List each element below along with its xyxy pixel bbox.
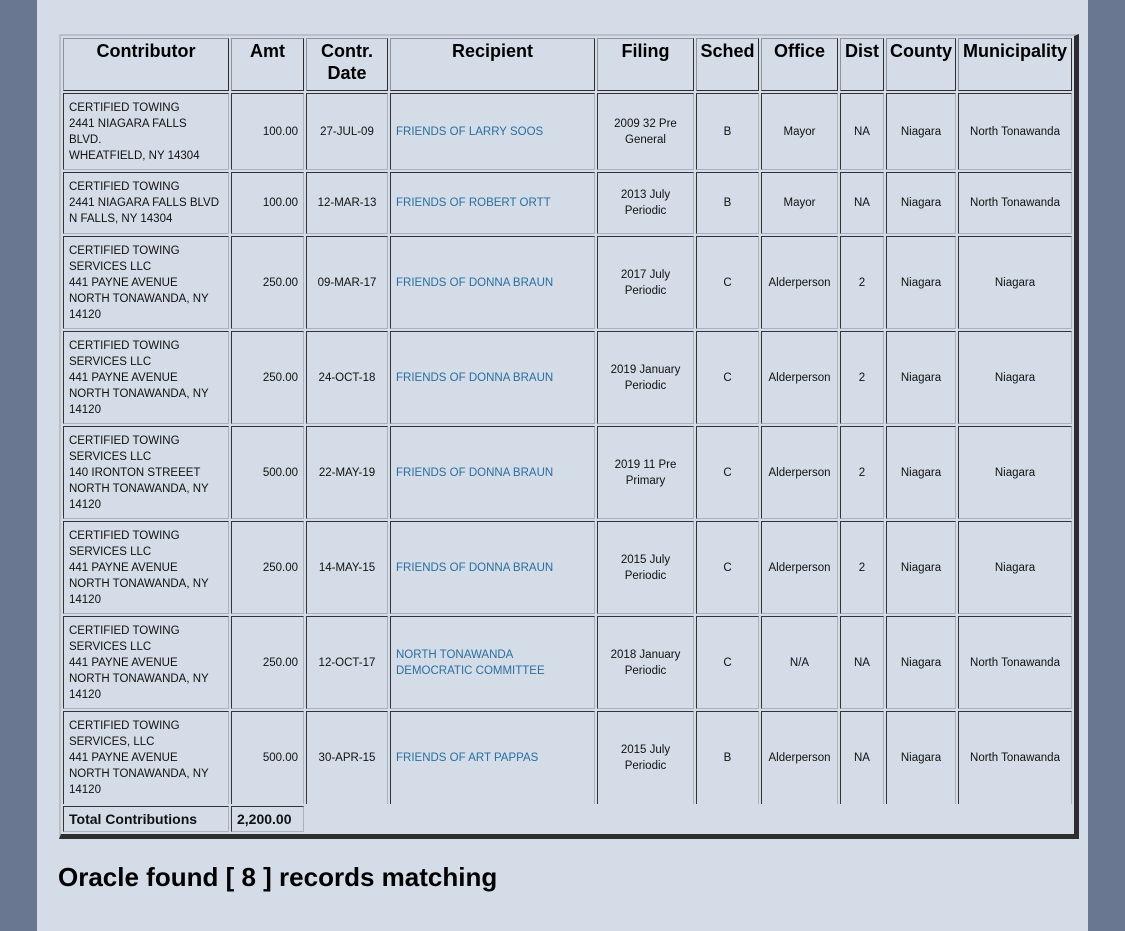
records-found-message [58, 862, 497, 893]
county-cell: Niagara [886, 711, 956, 804]
sched-cell: B [696, 711, 759, 804]
filing-cell: 2019 January Periodic [597, 331, 694, 424]
col-recipient-header: Recipient [390, 38, 595, 91]
table-row [63, 93, 1072, 170]
municipality-cell: North Tonawanda [958, 711, 1072, 804]
municipality-cell: North Tonawanda [958, 616, 1072, 709]
recipient-cell [390, 236, 595, 329]
col-contributor-header: Contributor [63, 38, 229, 91]
filing-cell: 2013 July Periodic [597, 172, 694, 234]
municipality-cell: North Tonawanda [958, 93, 1072, 170]
sched-cell: B [696, 93, 759, 170]
office-cell: Alderperson [761, 331, 838, 424]
records-found-prefix: Oracle found [ [58, 862, 242, 892]
office-cell: Mayor [761, 172, 838, 234]
office-cell: N/A [761, 616, 838, 709]
sched-cell: C [696, 236, 759, 329]
amount-cell: 100.00 [231, 93, 304, 170]
dist-cell: NA [840, 616, 884, 709]
office-cell: Alderperson [761, 521, 838, 614]
municipality-cell: North Tonawanda [958, 172, 1072, 234]
office-cell: Alderperson [761, 236, 838, 329]
office-cell: Mayor [761, 93, 838, 170]
municipality-cell: Niagara [958, 426, 1072, 519]
content-panel [37, 0, 1088, 931]
contr-date-cell: 09-MAR-17 [306, 236, 388, 329]
recipient-cell [390, 521, 595, 614]
filing-cell: 2018 January Periodic [597, 616, 694, 709]
table-row [63, 172, 1072, 234]
county-cell: Niagara [886, 331, 956, 424]
filing-cell: 2015 July Periodic [597, 711, 694, 804]
amount-cell: 500.00 [231, 426, 304, 519]
sched-cell: C [696, 331, 759, 424]
county-cell: Niagara [886, 93, 956, 170]
records-found-count: 8 [241, 862, 256, 892]
amount-cell: 500.00 [231, 711, 304, 804]
municipality-cell: Niagara [958, 521, 1072, 614]
contributor-cell: CERTIFIED TOWING SERVICES LLC 140 IRONTON STREEET NORTH TONAWANDA, NY 14120 [63, 426, 229, 519]
filing-cell: 2019 11 Pre Primary [597, 426, 694, 519]
sched-cell: C [696, 521, 759, 614]
contributor-cell: CERTIFIED TOWING SERVICES LLC 441 PAYNE AVENUE NORTH TONAWANDA, NY 14120 [63, 616, 229, 709]
contributor-cell: CERTIFIED TOWING 2441 NIAGARA FALLS BLVD. WHEATFIELD, NY 14304 [63, 93, 229, 170]
contributor-cell: CERTIFIED TOWING SERVICES, LLC 441 PAYNE AVENUE NORTH TONAWANDA, NY 14120 [63, 711, 229, 804]
county-cell: Niagara [886, 426, 956, 519]
amount-cell: 250.00 [231, 521, 304, 614]
contr-date-cell: 24-OCT-18 [306, 331, 388, 424]
county-cell: Niagara [886, 236, 956, 329]
contributor-cell: CERTIFIED TOWING SERVICES LLC 441 PAYNE AVENUE NORTH TONAWANDA, NY 14120 [63, 236, 229, 329]
municipality-cell: Niagara [958, 236, 1072, 329]
recipient-link[interactable]: FRIENDS OF LARRY SOOS [396, 125, 544, 138]
table-row [63, 521, 1072, 614]
contributor-cell: CERTIFIED TOWING SERVICES LLC 441 PAYNE AVENUE NORTH TONAWANDA, NY 14120 [63, 521, 229, 614]
contr-date-cell: 12-MAR-13 [306, 172, 388, 234]
recipient-link[interactable]: FRIENDS OF ART PAPPAS [396, 752, 539, 764]
recipient-link[interactable]: FRIENDS OF DONNA BRAUN [396, 276, 554, 289]
recipient-cell [390, 93, 595, 170]
totals-row [63, 806, 1072, 832]
county-cell: Niagara [886, 172, 956, 234]
dist-cell: NA [840, 172, 884, 234]
recipient-cell [390, 172, 595, 234]
col-county-header: County [886, 38, 956, 91]
table-row [63, 711, 1072, 804]
date-header-line1: Contr. [321, 41, 373, 61]
sched-cell: C [696, 616, 759, 709]
col-sched-header: Sched [696, 38, 759, 91]
municipality-cell: Niagara [958, 331, 1072, 424]
office-cell: Alderperson [761, 426, 838, 519]
filing-cell: 2015 July Periodic [597, 521, 694, 614]
amount-cell: 250.00 [231, 616, 304, 709]
contr-date-cell: 22-MAY-19 [306, 426, 388, 519]
recipient-cell [390, 331, 595, 424]
contr-date-cell: 27-JUL-09 [306, 93, 388, 170]
office-cell: Alderperson [761, 711, 838, 804]
filing-cell: 2009 32 Pre General [597, 93, 694, 170]
table-row [63, 616, 1072, 709]
header-row [63, 38, 1072, 91]
recipient-link[interactable]: FRIENDS OF ROBERT ORTT [396, 197, 551, 209]
total-contributions-value: 2,200.00 [231, 806, 304, 832]
table-row [63, 426, 1072, 519]
recipient-link[interactable]: FRIENDS OF DONNA BRAUN [396, 371, 554, 384]
records-found-suffix: ] records matching [255, 862, 498, 892]
col-amt-header: Amt [231, 38, 304, 91]
recipient-cell [390, 711, 595, 804]
amount-cell: 250.00 [231, 236, 304, 329]
contributor-cell: CERTIFIED TOWING SERVICES LLC 441 PAYNE AVENUE NORTH TONAWANDA, NY 14120 [63, 331, 229, 424]
date-header-line2: Date [327, 63, 367, 83]
dist-cell: NA [840, 93, 884, 170]
sched-cell: B [696, 172, 759, 234]
recipient-link[interactable]: NORTH TONAWANDA DEMOCRATIC COMMITTEE [396, 648, 545, 677]
filing-cell: 2017 July Periodic [597, 236, 694, 329]
contr-date-cell: 14-MAY-15 [306, 521, 388, 614]
recipient-cell [390, 426, 595, 519]
county-cell: Niagara [886, 616, 956, 709]
table-row [63, 331, 1072, 424]
amount-cell: 250.00 [231, 331, 304, 424]
contr-date-cell: 12-OCT-17 [306, 616, 388, 709]
col-filing-header: Filing [597, 38, 694, 91]
contributions-table [59, 34, 1079, 839]
dist-cell: 2 [840, 426, 884, 519]
col-date-header [306, 38, 388, 91]
col-dist-header: Dist [840, 38, 884, 91]
table-row [63, 236, 1072, 329]
total-contributions-label: Total Contributions [63, 806, 229, 832]
sched-cell: C [696, 426, 759, 519]
col-office-header: Office [761, 38, 838, 91]
recipient-link[interactable]: FRIENDS OF DONNA BRAUN [396, 466, 554, 479]
contributor-cell: CERTIFIED TOWING 2441 NIAGARA FALLS BLVD N FALLS, NY 14304 [63, 172, 229, 234]
contr-date-cell: 30-APR-15 [306, 711, 388, 804]
dist-cell: 2 [840, 521, 884, 614]
col-municipality-header: Municipality [958, 38, 1072, 91]
amount-cell: 100.00 [231, 172, 304, 234]
county-cell: Niagara [886, 521, 956, 614]
recipient-link[interactable]: FRIENDS OF DONNA BRAUN [396, 561, 554, 574]
dist-cell: 2 [840, 236, 884, 329]
recipient-cell [390, 616, 595, 709]
dist-cell: 2 [840, 331, 884, 424]
dist-cell: NA [840, 711, 884, 804]
